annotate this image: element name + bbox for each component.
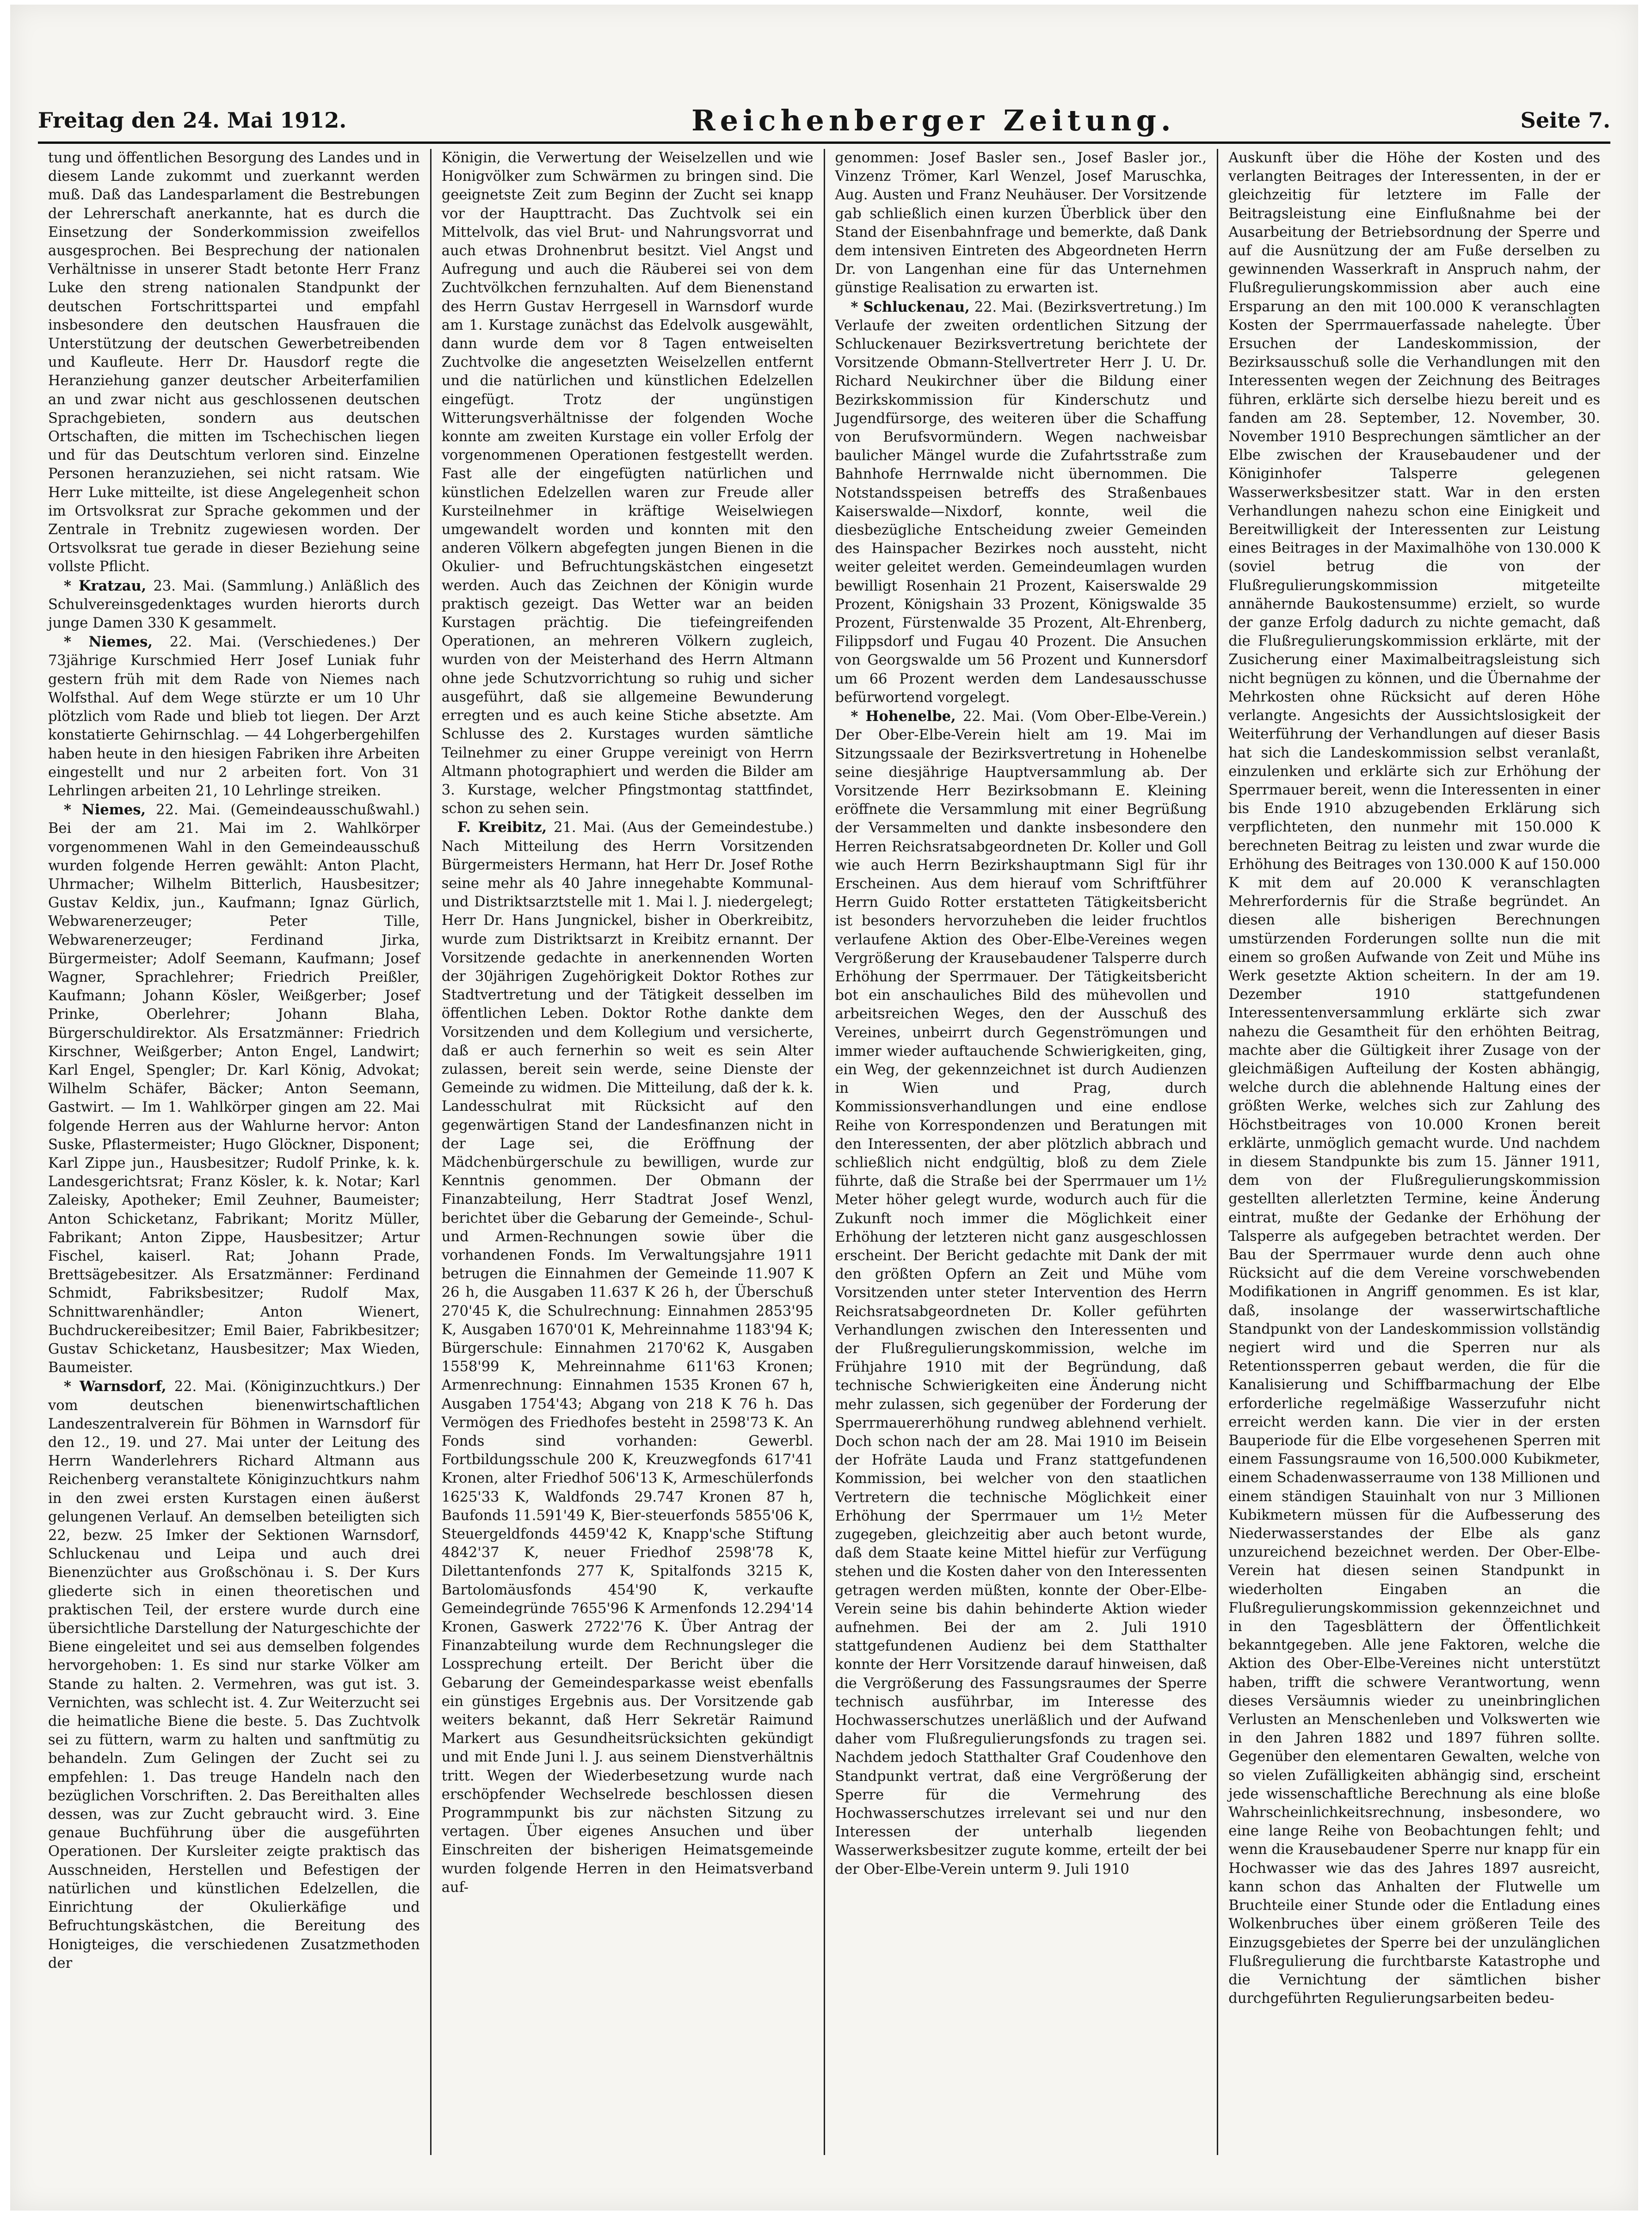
article-text: 22. Mai. (Gemeindeausschußwahl.) Bei der am 21. Mai im 2. Wahlkörper vorgenommenen Wahl in den Gemeindeausschuß wurden folgende Herren gewählt: Anton Placht, Uhrmacher; Wilhelm Bitterlich, Hausbesitzer; Gustav Keldix, jun., Kaufmann; Ignaz Gürlich, Webwarenerzeuger; Peter Tille, Webwarenerzeuger; Ferdinand Jirka, Bürgermeister; Adolf Seemann, Kaufmann; Josef Wagner, Sprachlehrer; Friedrich Preißler, Kaufmann; Johann Kösler, Weißgerber; Josef Prinke, Oberlehrer; Johann Blaha, Bürgerschuldirektor. Als Ersatzmänner: Friedrich Kirschner, Weißgerber; Anton Engel, Landwirt; Karl Engel, Spengler; Dr. Karl König, Advokat; Wilhelm Schäfer, Bäcker; Anton Seemann, Gastwirt. — Im 1. Wahlkörper gingen am 22. Mai folgende Herren aus der Wahlurne hervor: Anton Suske, Pflastermeister; Hugo Glöckner, Disponent; Karl Zippe jun., Hausbesitzer; Rudolf Prinke, k. k. Landesgerichtsrat; Franz Kösler, k. k. Notar; Karl Zaleisky, Apotheker; Emil Zeuhner, Baumeister; Anton Schicketanz, Fabrikant; Moritz Müller, Fabrikant; Anton Zippe, Hausbesitzer; Artur Fischel, kaiserl. Rat; Johann Prade, Brettsägebesitzer. Als Ersatzmänner: Ferdinand Schmidt, Fabriksbesitzer; Rudolf Max, Schnittwarenhändler; Anton Wienert, Buchdruckereibesitzer; Emil Baier, Fabrikbesitzer; Gustav Schicketanz, Hausbesitzer; Max Wieden, Baumeister. — [48, 802, 420, 1376]
article-paragraph — [835, 707, 1207, 1879]
article-placename: * Niemes, — [64, 634, 153, 651]
column-2 — [431, 149, 825, 2155]
article-text: Königin, die Verwertung der Weiselzellen und wie Honigvölker zum Schwärmen zu bringen sind. Die geeignetste Zeit zum Beginn der Zucht sei knapp vor der Haupttracht. Das Zuchtvolk sei ein Mittelvolk, das viel Brut- und Nahrungsvorrat und auch etwas Drohnenbrut besitzt. Viel Angst und Aufregung und auch die Räuberei sei von dem Zuchtvölkchen fernzuhalten. Auf dem Bienenstand des Herrn Gustav Herrgesell in Warnsdorf wurde am 1. Kurstage zunächst das Edelvolk ausgewählt, dann wurde dem vor 8 Tagen entweiselten Zuchtvolke die angesetzten Weiselzellen entfernt und die natürlichen und künstlichen Edelzellen eingefügt. Trotz der ungünstigen Witterungsverhältnisse der folgenden Woche konnte am zweiten Kurstage ein voller Erfolg der vorgenommenen Operationen festgestellt werden. Fast alle der eingefügten natürlichen und künstlichen Edelzellen waren zur Freude aller Kursteilnehmer in kräftige Weiselwiegen umgewandelt worden und konnten mit den anderen Völkern abgefegten jungen Bienen in die Okulier- und Befruchtungskästchen eingesetzt werden. Auch das Zeichnen der Königin wurde praktisch gezeigt. Das Wetter war an beiden Kurstagen prächtig. Die tiefeingreifenden Operationen, an mehreren Völkern zugleich, wurden von der Meisterhand des Herrn Altmann ohne jede Schutzvorrichtung so ruhig und sicher ausgeführt, daß sie allgemeine Bewunderung erregten und es auch keine Stiche absetzte. Am Schlusse des 2. Kurstages wurden sämtliche Teilnehmer zu einer Gruppe vereinigt von Herrn Altmann photographiert und werden die Bilder am 3. Kurstage, welcher Pfingstmontag stattfindet, schon zu sehen sein. — [441, 150, 814, 817]
article-placename: * Kratzau, — [64, 577, 147, 594]
column-3 — [825, 149, 1219, 2155]
header-page-number: Seite 7. — [1520, 108, 1610, 133]
article-text: 22. Mai. (Verschiedenes.) Der 73jährige Kurschmied Herr Josef Luniak fuhr gestern früh mit dem Rade von Niemes nach Wolfsthal. Auf dem Wege stürzte er um 10 Uhr plötzlich vom Rade und blieb tot liegen. Der Arzt konstatierte Gehirnschlag. — 44 Lohgerbergehilfen haben heute in den hiesigen Fabriken ihre Arbeiten eingestellt und nur 2 arbeiten fort. Von 31 Lehrlingen arbeiten 21, 10 Lehrlinge streiken. — [48, 634, 420, 799]
article-paragraph — [1228, 149, 1600, 2008]
article-text: 22. Mai. (Königinzuchtkurs.) Der vom deutschen bienenwirtschaftlichen Landeszentralverein für Böhmen in Warnsdorf für den 12., 19. und 27. Mai unter der Leitung des Herrn Wanderlehrers Richard Altmann aus Reichenberg veranstaltete Königinzuchtkurs nahm in den zwei ersten Kurstagen einen äußerst gelungenen Verlauf. An demselben beteiligten sich 22, bezw. 25 Imker der Sektionen Warnsdorf, Schluckenau und Leipa und auch drei Bienenzüchter aus Großschönau i. S. Der Kurs gliederte sich in einen theoretischen und praktischen Teil, der erstere wurde durch eine übersichtliche Darstellung der Naturgeschichte der Biene eingeleitet und sei aus demselben folgendes hervorgehoben: 1. Es sind nur starke Völker am Stande zu halten. 2. Vermehren, was gut ist. 3. Vernichten, was schlecht ist. 4. Zur Weiterzucht sei die heimatliche Biene die beste. 5. Das Zuchtvolk sei zu füttern, warm zu halten und sanftmütig zu behandeln. Zum Gelingen der Zucht sei zu empfehlen: 1. Das treuge Handeln nach den bezüglichen Vorschriften. 2. Das Bereithalten alles dessen, was zur Zucht gebraucht wird. 3. Eine genaue Buchführung über die ausgeführten Operationen. Der Kursleiter zeigte praktisch das Ausschneiden, Herstellen und Befestigen der natürlichen und künstlichen Edelzellen, die Einrichtung der Okulierkäfige und Befruchtungskästchen, die Bereitung des Honigteiges, die verschiedenen Zusatzmethoden der — [48, 1379, 420, 1971]
article-paragraph — [48, 149, 420, 577]
article-paragraph — [835, 298, 1207, 707]
article-text: tung und öffentlichen Besorgung des Landes und in diesem Lande zukommt und zuerkannt werden muß. Daß das Landesparlament die Bestrebungen der Lehrerschaft anerkannte, hat es durch die Einsetzung der Sonderkommission zweifellos ausgesprochen. Bei Besprechung der nationalen Verhältnisse in unserer Stadt betonte Herr Franz Luke den streng nationalen Standpunkt der deutschen Fortschrittspartei und empfahl insbesondere den deutschen Hausfrauen die Unterstützung der deutschen Gewerbetreibenden und Kaufleute. Herr Dr. Hausdorf regte die Heranziehung ganzer deutscher Arbeiterfamilien an und zwar nicht aus geschlossenen deutschen Sprachgebieten, sondern aus deutschen Ortschaften, die mitten im Tschechischen liegen und für das Deutschtum verloren sind. Einzelne Personen heranzuziehen, sei nicht ratsam. Wie Herr Luke mitteilte, ist diese Angelegenheit schon im Ortsvolksrat zur Sprache gekommen und der Zentrale in Trebnitz zugewiesen worden. Der Ortsvolksrat tue gerade in dieser Beziehung seine vollste Pflicht. — [48, 150, 420, 575]
page-header — [38, 102, 1610, 139]
article-paragraph — [48, 1377, 420, 1973]
header-rule — [38, 142, 1610, 144]
article-placename: * Warnsdorf, — [64, 1378, 166, 1395]
article-placename: * Niemes, — [64, 801, 146, 819]
header-date: Freitag den 24. Mai 1912. — [38, 108, 347, 133]
article-text: 21. Mai. (Aus der Gemeindestube.) Nach Mitteilung des Herrn Vorsitzenden Bürgermeisters Hermann, hat Herr Dr. Josef Rothe seine mehr als 40 Jahre innegehabte Kommunal- und Distriktsarztstelle mit 1. Mai l. J. niedergelegt; Herr Dr. Hans Jungnickel, bisher in Oberkreibitz, wurde zum Distriktsarzt in Kreibitz ernannt. Der Vorsitzende gedachte in anerkennenden Worten der 30jährigen Zugehörigkeit Doktor Rothes zur Stadtvertretung und der Tätigkeit desselben im öffentlichen Leben. Doktor Rothe dankte dem Vorsitzenden und dem Kollegium und versicherte, daß er auch fernerhin so weit es sein Alter zulassen, bereit sein werde, seine Dienste der Gemeinde zu widmen. Die Mitteilung, daß der k. k. Landesschulrat mit Rücksicht auf den gegenwärtigen Stand der Landesfinanzen nicht in der Lage sei, die Eröffnung der Mädchenbürgerschule zu bewilligen, wurde zur Kenntnis genommen. Der Obmann der Finanzabteilung, Herr Stadtrat Josef Wenzl, berichtet über die Gebarung der Gemeinde-, Schul- und Armen-Rechnungen sowie über die vorhandenen Fonds. Im Verwaltungsjahre 1911 betrugen die Einnahmen der Gemeinde 11.907 K 26 h, die Ausgaben 11.637 K 26 h, der Überschuß 270'45 K, die Schulrechnung: Einnahmen 2853'95 K, Ausgaben 1670'01 K, Mehreinnahme 1183'94 K; Bürgerschule: Einnahmen 2170'62 K, Ausgaben 1558'99 K, Mehreinnahme 611'63 Kronen; Armenrechnung: Einnahmen 1535 Kronen 67 h, Ausgaben 1754'43; Abgang von 218 K 76 h. Das Vermögen des Friedhofes besteht in 2598'73 K. An Fonds sind vorhanden: Gewerbl. Fortbildungsschule 200 K, Kreuzwegfonds 617'41 Kronen, alter Friedhof 506'13 K, Armeschülerfonds 1625'33 K, Waldfonds 29.747 Kronen 87 h, Baufonds 11.591'49 K, Bier-steuerfonds 5855'06 K, Steuergeldfonds 4459'42 K, Knapp'sche Stiftung 4842'37 K, neuer Friedhof 2598'78 K, Dilettantenfonds 277 K, Spitalfonds 3215 K, Bartolomäusfonds 454'90 K, verkaufte Gemeindegründe 7655'96 K Armenfonds 12.294'14 Kronen, Gaswerk 2722'76 K. Über Antrag der Finanzabteilung wurde dem Rechnungsleger die Lossprechung erteilt. Der Bericht über die Gebarung der Gemeindesparkasse weist ebenfalls ein günstiges Ergebnis aus. Der Vorsitzende gab weiters bekannt, daß Herr Sekretär Raimund Markert aus Gesundheitsrücksichten gekündigt und mit Ende Juni l. J. aus seinem Dienstverhältnis tritt. Wegen der Wiederbesetzung wurde nach erschöpfender Wechselrede beschlossen diesen Programmpunkt bis zur nächsten Sitzung zu vertagen. Über eigenes Ansuchen und über Einschreiten der bisherigen Heimatsgemeinde wurden folgende Herren in den Heimatsverband auf- — [441, 819, 814, 1896]
article-placename: * Hohenelbe, — [851, 708, 956, 725]
article-paragraph — [442, 818, 814, 1897]
article-paragraph — [442, 149, 814, 818]
header-masthead: Reichenberger Zeitung. — [691, 103, 1176, 137]
article-text: 22. Mai. (Vom Ober-Elbe-Verein.) Der Ober-Elbe-Verein hielt am 19. Mai im Sitzungssaale der Bezirksvertretung in Hohenelbe seine diesjährige Hauptversammlung ab. Der Vorsitzende Herr Bezirksobmann E. Kleining eröffnete die Versammlung mit einer Begrüßung der Versammelten und dankte insbesondere den Herren Reichsratsabgeordneten Dr. Koller und Goll wie auch Herrn Bezirkshauptmann Sigl für ihr Erscheinen. Aus dem hierauf vom Schriftführer Herrn Guido Rotter erstatteten Tätigkeitsbericht ist besonders hervorzuheben die leider fruchtlos verlaufene Aktion des Ober-Elbe-Vereines wegen Vergrößerung der Krausebaudener Talsperre durch Erhöhung der Sperrmauer. Der Tätigkeitsbericht bot ein anschauliches Bild des mühevollen und arbeitsreichen Weges, den der Ausschuß des Vereines, unbeirrt durch Gegenströmungen und immer wieder auftauchende Schwierigkeiten, ging, ein Weg, der gekennzeichnet ist durch Audienzen in Wien und Prag, durch Kommissionsverhandlungen und eine endlose Reihe von Korrespondenzen und Beratungen mit den Interessenten, der aber plötzlich abbrach und schließlich nicht endgültig, bloß zu dem Ziele führte, daß die Straße bei der Sperrmauer um 1½ Meter höher gelegt wurde, wodurch auch für die Zukunft noch immer die Möglichkeit einer Erhöhung der letzteren nicht ganz ausgeschlossen erscheint. Der Bericht gedachte mit Dank der mit den größten Opfern an Zeit und Mühe vom Vorsitzenden unter steter Intervention des Herrn Reichsratsabgeordneten Dr. Koller geführten Verhandlungen zwischen den Interessenten und der Flußregulierungskommission, welche im Frühjahre 1910 mit der Begründung, daß technische Schwierigkeiten eine Änderung nicht mehr zulassen, sich gegenüber der Forderung der Sperrmauererhöhung rundweg ablehnend verhielt. Doch schon nach der am 28. Mai 1910 im Beisein der Hofräte Lauda und Franz stattgefundenen Kommission, bei welcher von den staatlichen Vertretern die technische Möglichkeit einer Erhöhung der Sperrmauer um 1½ Meter zugegeben, gleichzeitig aber auch betont wurde, daß dem Staate keine Mittel hiefür zur Verfügung stehen und die Kosten daher von den Interessenten getragen werden müßten, konnte der Ober-Elbe-Verein seine bis dahin behinderte Aktion wieder aufnehmen. Bei der am 2. Juli 1910 stattgefundenen Audienz bei dem Statthalter konnte der Herr Vorsitzende darauf hinweisen, daß die Vergrößerung des Fassungsraumes der Sperre technisch ausführbar, im Interesse des Hochwasserschutzes unerläßlich und der Aufwand daher vom Flußregulierungsfonds zu tragen sei. Nachdem jedoch Statthalter Graf Coudenhove den Standpunkt vertrat, daß eine Vergrößerung der Sperre für die Vermehrung des Hochwasserschutzes irrelevant sei und nur den Interessen der unterhalb liegenden Wasserwerksbesitzer zugute komme, erteilt der bei der Ober-Elbe-Verein unterm 9. Juli 1910 — [835, 708, 1207, 1878]
article-paragraph — [48, 801, 420, 1377]
column-4 — [1218, 149, 1610, 2155]
article-text: Auskunft über die Höhe der Kosten und des verlangten Beitrages der Interessenten, in der er gleichzeitig für letztere im Falle der Beitragsleistung eine Einflußnahme bei der Ausarbeitung der Betriebsordnung der Sperre und auf die Ausnützung der am Fuße derselben zu gewinnenden Wasserkraft in Anspruch nahm, der Flußregulierungskommission aber auch eine Ersparung an den mit 100.000 K veranschlagten Kosten der Sperrmauerfassade nahelegte. Über Ersuchen der Landeskommission, der Bezirksausschuß solle die Verhandlungen mit den Interessenten wegen der Zeichnung des Beitrages führen, erklärte sich derselbe hiezu bereit und es fanden am 28. September, 12. November, 30. November 1910 Besprechungen sämtlicher an der Elbe zwischen der Krausebaudener und der Königinhofer Talsperre gelegenen Wasserwerksbesitzer statt. War in den ersten Verhandlungen nahezu schon eine Einigkeit und Bereitwilligkeit der Interessenten zur Leistung eines Beitrages in der Maximalhöhe von 130.000 K (soviel betrug die von der Flußregulierungskommission mitgeteilte annähernde Baukostensumme) erzielt, so wurde der ganze Erfolg dadurch zu nichte gemacht, daß die Flußregulierungskommission erklärte, mit der Zusicherung einer Maximalbeitragsleistung sich nicht begnügen zu können, und die Übernahme der Mehrkosten ohne Rücksicht auf deren Höhe verlangte. Angesichts der Aussichtslosigkeit der Weiterführung der Verhandlungen auf dieser Basis hat sich die Landeskommission selbst veranlaßt, einzulenken und erklärte sich zur Erhöhung der Sperrmauer bereit, wenn die Interessenten in einer bis Ende 1910 abzugebenden Erklärung sich verpflichteten, den nunmehr mit 150.000 K berechneten Beitrag zu leisten und zwar wurde die Erhöhung des Beitrages von 130.000 K auf 150.000 K mit dem auf 20.000 K veranschlagten Mehrerfordernis für die Straße begründet. An diesen alle bisherigen Berechnungen umstürzenden Forderungen sollte nun die mit einem so großen Aufwande von Zeit und Mühe ins Werk gesetzte Aktion scheitern. In der am 19. Dezember 1910 stattgefundenen Interessentenversammlung erklärte sich zwar nahezu die Gesamtheit für den erhöhten Beitrag, machte aber die Gültigkeit ihrer Zusage von der gleichmäßigen Aufteilung der Kosten abhängig, welche durch die ablehnende Haltung eines der größten Werke, welches sich zur Zahlung des Höchstbeitrages von 10.000 Kronen bereit erklärte, unmöglich gemacht wurde. Und nachdem in diesem Standpunkte bis zum 15. Jänner 1911, dem von der Flußregulierungskommission gestellten allerletzten Termine, keine Änderung eintrat, mußte der Gedanke der Erhöhung der Talsperre als aufgegeben betrachtet werden. Der Bau der Sperrmauer wurde denn auch ohne Rücksicht auf die dem Vereine vorschwebenden Modifikationen in Angriff genommen. Es ist klar, daß, insolange der wasserwirtschaftliche Standpunkt von der Landeskommission vollständig negiert wird und die Sperren nur als Retentionssperren gebaut werden, die für die Kanalisierung und Schiffbarmachung der Elbe erforderliche regelmäßige Wasserzufuhr nicht erreicht werden kann. Die vier in der ersten Bauperiode für die Elbe vorgesehenen Sperren mit einem Fassungsraume von 16,500.000 Kubikmeter, einem Schadenwasserraume von 138 Millionen und einem ständigen Stauinhalt von nur 3 Millionen Kubikmetern müssen für die Aufbesserung des Niederwasserstandes der Elbe als ganz unzureichend bezeichnet werden. Der Ober-Elbe-Verein hat diesen seinen Standpunkt in wiederholten Eingaben an die Flußregulierungskommission gekennzeichnet und in den Tagesblättern der Öffentlichkeit bekanntgegeben. Alle jene Faktoren, welche die Aktion des Ober-Elbe-Vereines nicht unterstützt haben, trifft die schwere Verantwortung, wenn dieses Versäumnis wieder zu uneinbringlichen Verlusten an Menschenleben und Volkswerten wie in den Jahren 1882 und 1897 führen sollte. Gegenüber den elementaren Gewalten, welche von so vielen Zufälligkeiten abhängig sind, erscheint jede wissenschaftliche Berechnung als eine bloße Wahrscheinlichkeitsrechnung, insbesondere, wo eine lange Reihe von Beobachtungen fehlt; und wenn die Krausebaudener Sperre nur knapp für ein Hochwasser wie das des Jahres 1897 ausreicht, kann schon das Anhalten der Flutwelle um Bruchteile einer Stunde oder die Entladung eines Wolkenbruches über einem größeren Teile des Einzugsgebietes der Sperre bei der unzulänglichen Flußregulierung die furchtbarste Katastrophe und die Vernichtung der sämtlichen bisher durchgeführten Regulierungsarbeiten bedeu- — [1228, 150, 1600, 2007]
article-text: 22. Mai. (Bezirksvertretung.) Im Verlaufe der zweiten ordentlichen Sitzung der Schluckenauer Bezirksvertretung berichtete der Vorsitzende Obmann-Stellvertreter Herr J. U. Dr. Richard Neukirchner über die Bildung einer Bezirkskommission für Kinderschutz und Jugendfürsorge, des weiteren über die Schaffung von Berufsvormündern. Wegen nachweisbar baulicher Mängel wurde die Zufahrtsstraße zum Bahnhofe Herrnwalde nicht übernommen. Die Notstandsspeisen betreffs des Straßenbaues Kaiserswalde—Nixdorf, konnte, weil die diesbezügliche Entscheidung zweier Gemeinden des Hainspacher Bezirkes noch aussteht, nicht weiter geleitet werden. Gemeindeumlagen wurden bewilligt Rosenhain 21 Prozent, Kaiserswalde 29 Prozent, Königshain 33 Prozent, Königswalde 35 Prozent, Fürstenwalde 35 Prozent, Alt-Ehrenberg, Filippsdorf und Fugau 40 Prozent. Die Ansuchen von Georgswalde um 56 Prozent und Kunnersdorf um 66 Prozent werden dem Landesausschusse befürwortend vorgelegt. — [835, 299, 1207, 706]
newspaper-page — [10, 5, 1638, 2211]
article-placename: * Schluckenau, — [851, 298, 970, 315]
article-paragraph — [48, 633, 420, 801]
article-text: 23. Mai. (Sammlung.) Anläßlich des Schulvereinsgedenktages wurden hierorts durch junge Damen 330 K gesammelt. — [48, 578, 420, 632]
article-paragraph — [48, 577, 420, 633]
article-placename: F. Kreibitz, — [457, 819, 547, 836]
column-1 — [38, 149, 431, 2155]
article-text: genommen: Josef Basler sen., Josef Basler jor., Vinzenz Trömer, Karl Wenzel, Josef Maruschka, Aug. Austen und Franz Neuhäuser. Der Vorsitzende gab schließlich einen kurzen Überblick über den Stand der Eisenbahnfrage und bemerkte, daß Dank dem intensiven Eintreten des Abgeordneten Herrn Dr. von Langenhan eine für das Unternehmen günstige Realisation zu erwarten ist. — [835, 150, 1207, 296]
text-columns — [38, 149, 1610, 2155]
article-paragraph — [835, 149, 1207, 298]
